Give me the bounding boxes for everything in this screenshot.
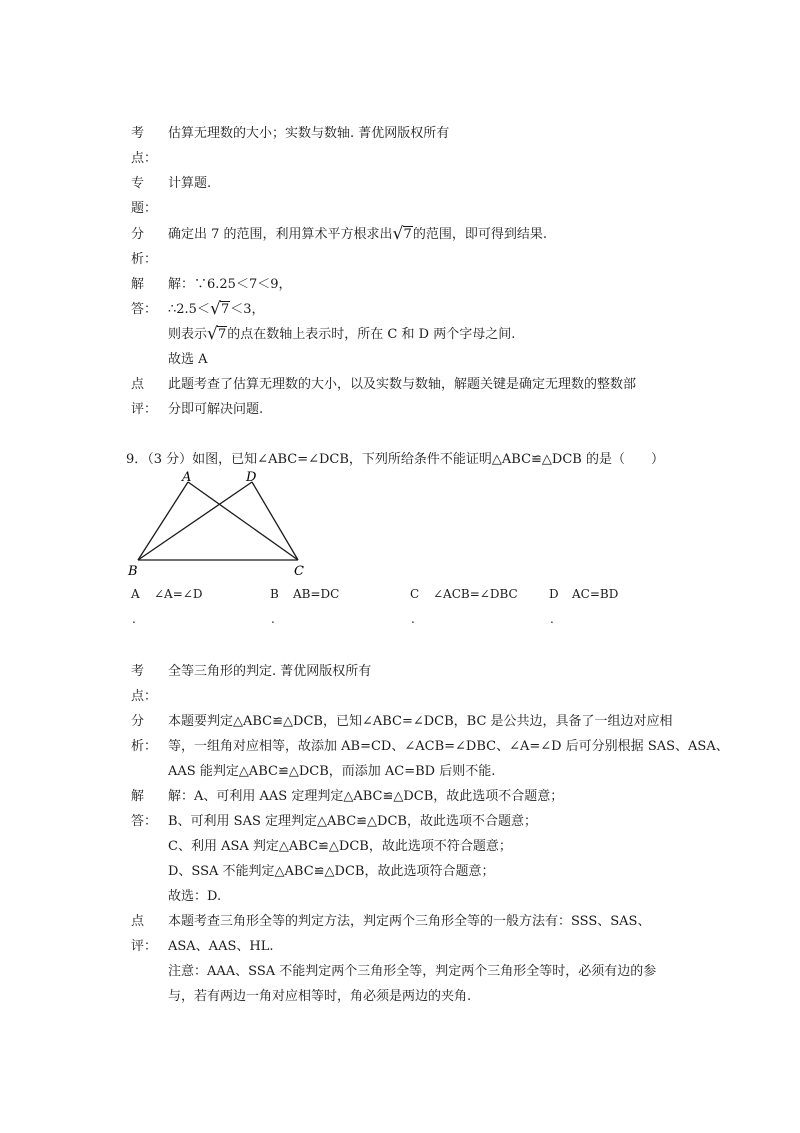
segment-dc (252, 482, 298, 560)
line3-post: 的点在数轴上表示时，所在 C 和 D 两个字母之间. (227, 327, 516, 342)
q8-dianping-line2: 分即可解决问题. (168, 402, 264, 417)
option-a-text[interactable]: ∠A=∠D (154, 587, 203, 601)
q8-zhuanti-text: 计算题. (168, 176, 212, 191)
segment-ac (188, 482, 298, 560)
radicand: 7 (218, 327, 227, 342)
option-b-text[interactable]: AB=DC (293, 587, 340, 601)
q9-fenxi-line1: 本题要判定△ABC≌△DCB，已知∠ABC=∠DCB，BC 是公共边，具备了一组边对应相 (168, 714, 673, 729)
q9-jieda-line2: B、可利用 SAS 定理判定△ABC≌△DCB，故此选项不合题意； (168, 814, 537, 829)
dianping-label-2: 评： (131, 402, 158, 417)
kaodian-label-2: 点： (131, 151, 158, 166)
zhuanti-label-2: 题： (131, 201, 158, 216)
q9-dianping-line1: 本题考查三角形全等的判定方法，判定两个三角形全等的一般方法有：SSS、SAS、 (168, 914, 651, 929)
option-d-text[interactable]: AC=BD (572, 587, 619, 601)
kaodian-label-2: 点： (131, 689, 158, 704)
option-b-letter[interactable]: B (270, 587, 279, 601)
q8-jieda-line1: 解：∵6.25＜7＜9， (168, 277, 292, 292)
q9-question-text: 9．（3 分）如图，已知∠ABC=∠DCB，下列所给条件不能证明△ABC≌△DCB 的是（ ） (126, 452, 664, 467)
q9-kaodian-text: 全等三角形的判定. 菁优网版权所有 (168, 664, 372, 679)
fenxi-text-pre: 确定出 7 的范围，利用算术平方根求出 (168, 227, 393, 242)
dianping-label-2: 评： (131, 939, 158, 954)
fenxi-label-2: 析： (131, 252, 158, 267)
dianping-label-1: 点 (131, 914, 145, 929)
option-d-dot: . (550, 612, 554, 626)
q9-dianping-line4: 与，若有两边一角对应相等时，角必须是两边的夹角. (168, 989, 472, 1004)
q8-kaodian-text: 估算无理数的大小；实数与数轴. 菁优网版权所有 (168, 126, 450, 141)
dianping-label-1: 点 (131, 377, 145, 392)
kaodian-label-1: 考 (131, 126, 145, 141)
line2-pre: ∴2.5＜ (168, 302, 210, 317)
q9-jieda-line4: D、SSA 不能判定△ABC≌△DCB，故此选项符合题意； (168, 864, 495, 879)
q9-jieda-line5: 故选：D. (168, 889, 222, 904)
option-c-text[interactable]: ∠ACB=∠DBC (433, 587, 518, 601)
radicand: 7 (220, 302, 230, 317)
option-c-dot: . (411, 612, 415, 626)
option-b-dot: . (271, 612, 275, 626)
q8-jieda-line4: 故选 A (168, 352, 208, 367)
kaodian-label-1: 考 (131, 664, 145, 679)
q8-dianping-line1: 此题考查了估算无理数的大小，以及实数与数轴，解题关键是确定无理数的整数部 (168, 377, 637, 392)
line2-post: ＜3， (230, 302, 265, 317)
point-label-c: C (294, 564, 304, 579)
triangle-figure (124, 468, 314, 580)
fenxi-label-2: 析： (131, 739, 158, 754)
zhuanti-label-1: 专 (131, 176, 145, 191)
line3-pre: 则表示 (168, 327, 208, 342)
sqrt-symbol (208, 327, 227, 342)
jieda-label-1: 解 (131, 277, 145, 292)
option-a-dot: . (132, 612, 136, 626)
q9-fenxi-line2: 等，一组角对应相等，故添加 AB=CD、∠ACB=∠DBC、∠A=∠D 后可分别根据 SAS、ASA、 (168, 739, 729, 754)
segment-bd (138, 482, 252, 560)
segment-ab (138, 482, 188, 560)
q9-jieda-line3: C、利用 ASA 判定△ABC≌△DCB，故此选项不符合题意； (168, 839, 512, 854)
point-label-b: B (128, 564, 138, 579)
fenxi-label-1: 分 (131, 227, 145, 242)
radicand: 7 (403, 227, 412, 242)
jieda-label-1: 解 (131, 789, 145, 804)
point-label-a: A (182, 470, 192, 485)
fenxi-label-1: 分 (131, 714, 145, 729)
option-d-letter[interactable]: D (549, 587, 559, 601)
q9-dianping-line3: 注意：AAA、SSA 不能判定两个三角形全等，判定两个三角形全等时，必须有边的参 (168, 964, 657, 979)
sqrt-symbol (211, 302, 230, 317)
sqrt-symbol (394, 227, 413, 242)
fenxi-text-post: 的范围，即可得到结果. (412, 227, 547, 242)
jieda-label-2: 答： (131, 814, 158, 829)
point-label-d: D (246, 470, 257, 485)
jieda-label-2: 答： (131, 302, 158, 317)
q9-fenxi-line3: AAS 能判定△ABC≌△DCB，而添加 AC=BD 后则不能. (168, 764, 496, 779)
q8-fenxi-text (168, 223, 547, 242)
option-a-letter[interactable]: A (131, 587, 140, 601)
q8-jieda-line2 (168, 298, 265, 317)
q9-dianping-line2: ASA、AAS、HL. (168, 939, 274, 954)
q8-jieda-line3 (168, 323, 515, 342)
q9-jieda-line1: 解：A、可利用 AAS 定理判定△ABC≌△DCB，故此选项不合题意； (168, 789, 564, 804)
option-c-letter[interactable]: C (410, 587, 420, 601)
